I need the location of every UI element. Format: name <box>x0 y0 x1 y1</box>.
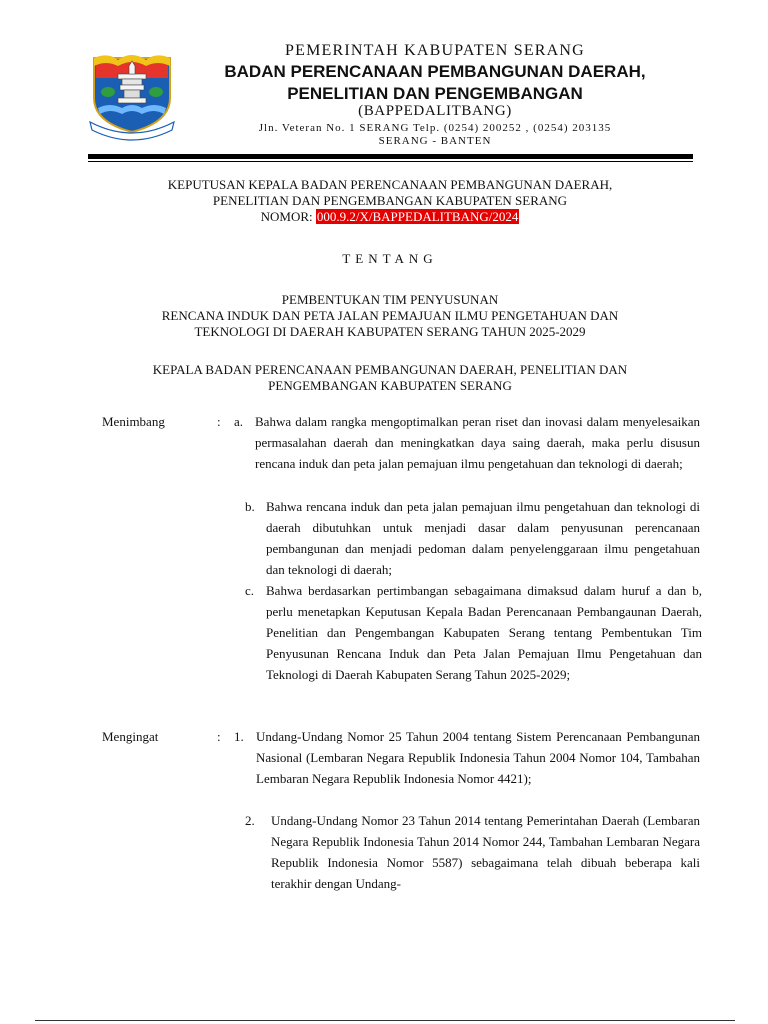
page-bottom-rule <box>35 1020 735 1021</box>
kabupaten-serang-emblem-icon <box>88 52 176 142</box>
letterhead-divider-thick <box>88 154 693 159</box>
letterhead-agency-line2: PENELITIAN DAN PENGEMBANGAN <box>287 84 583 103</box>
menimbang-label: Menimbang <box>102 414 165 429</box>
decree-number-label: NOMOR: <box>260 209 316 224</box>
official-title-line1: KEPALA BADAN PERENCANAAN PEMBANGUNAN DAERAH, PENELITIAN DAN <box>152 362 628 377</box>
letterhead-government: PEMERINTAH KABUPATEN SERANG <box>285 42 585 59</box>
menimbang-marker-b: b. <box>245 499 255 514</box>
menimbang-item-b: Bahwa rencana induk dan peta jalan pemajuan ilmu pengetahuan dan teknologi di daerah dibutuhkan untuk menjadi dasar dalam penyusunan perencanaan pembangunan dan menjadi pedoman dalam penyelenggaraan ilmu pengetahuan dan teknologi di daerah; <box>266 499 700 577</box>
letterhead-divider-thin <box>88 161 693 162</box>
subject-line3: TEKNOLOGI DI DAERAH KABUPATEN SERANG TAHUN 2025-2029 <box>194 324 586 339</box>
tentang-heading: TENTANG <box>342 251 438 266</box>
mengingat-item-2: Undang-Undang Nomor 23 Tahun 2014 tentang Pemerintahan Daerah (Lembaran Negara Republik Indonesia Tahun 2014 Nomor 244, Tambahan Lembaran Negara Republik Indonesia Nomor 5587) sebagaimana telah dibuah beberapa kali terakhir dengan Undang- <box>271 813 700 891</box>
menimbang-marker-a: a. <box>234 414 244 429</box>
letterhead-acronym: (BAPPEDALITBANG) <box>358 103 512 119</box>
decree-number <box>80 208 700 225</box>
official-title-line2: PENGEMBANGAN KABUPATEN SERANG <box>268 378 512 393</box>
decree-title-line1: KEPUTUSAN KEPALA BADAN PERENCANAAN PEMBANGUNAN DAERAH, <box>167 177 613 192</box>
letterhead-address: Jln. Veteran No. 1 SERANG Telp. (0254) 200252 , (0254) 203135 <box>258 122 612 134</box>
subject-line1: PEMBENTUKAN TIM PENYUSUNAN <box>281 292 499 307</box>
letterhead-city: SERANG - BANTEN <box>378 135 492 147</box>
menimbang-colon: : <box>217 414 221 429</box>
menimbang-item-c: Bahwa berdasarkan pertimbangan sebagaimana dimaksud dalam huruf a dan b, perlu menetapkan Keputusan Kepala Badan Perencanaan Pembangaunan Daerah, Penelitian dan Pengembangan Kabupaten Serang tentang Pembentukan Tim Penyusunan Rencana Induk dan Peta Jalan Pemajuan Ilmu Pengetahuan dan Teknologi di Daerah Kabupaten Serang Tahun 2025-2029; <box>266 583 702 682</box>
decree-title-line2: PENELITIAN DAN PENGEMBANGAN KABUPATEN SERANG <box>212 193 568 208</box>
mengingat-marker-2: 2. <box>245 813 255 828</box>
mengingat-label: Mengingat <box>102 729 159 744</box>
mengingat-marker-1: 1. <box>234 729 244 744</box>
menimbang-marker-c: c. <box>245 583 255 598</box>
menimbang-item-a: Bahwa dalam rangka mengoptimalkan peran riset dan inovasi dalam menyelesaikan permasalahan daerah dan meningkatkan daya saing daerah, maka perlu disusun rencana induk dan peta jalan pemajuan ilmu pengetahuan dan teknologi di daerah; <box>255 414 700 471</box>
mengingat-colon: : <box>217 729 221 744</box>
subject-line2: RENCANA INDUK DAN PETA JALAN PEMAJUAN ILMU PENGETAHUAN DAN <box>161 308 619 323</box>
decree-number-value: 000.9.2/X/BAPPEDALITBANG/2024 <box>316 209 519 224</box>
letterhead-agency-line1: BADAN PERENCANAAN PEMBANGUNAN DAERAH, <box>224 62 646 81</box>
mengingat-item-1: Undang-Undang Nomor 25 Tahun 2004 tentang Sistem Perencanaan Pembangunan Nasional (Lembaran Negara Republik Indonesia Tahun 2004 Nomor 104, Tambahan Lembaran Negara Republik Indonesia Nomor 4421); <box>256 729 700 786</box>
